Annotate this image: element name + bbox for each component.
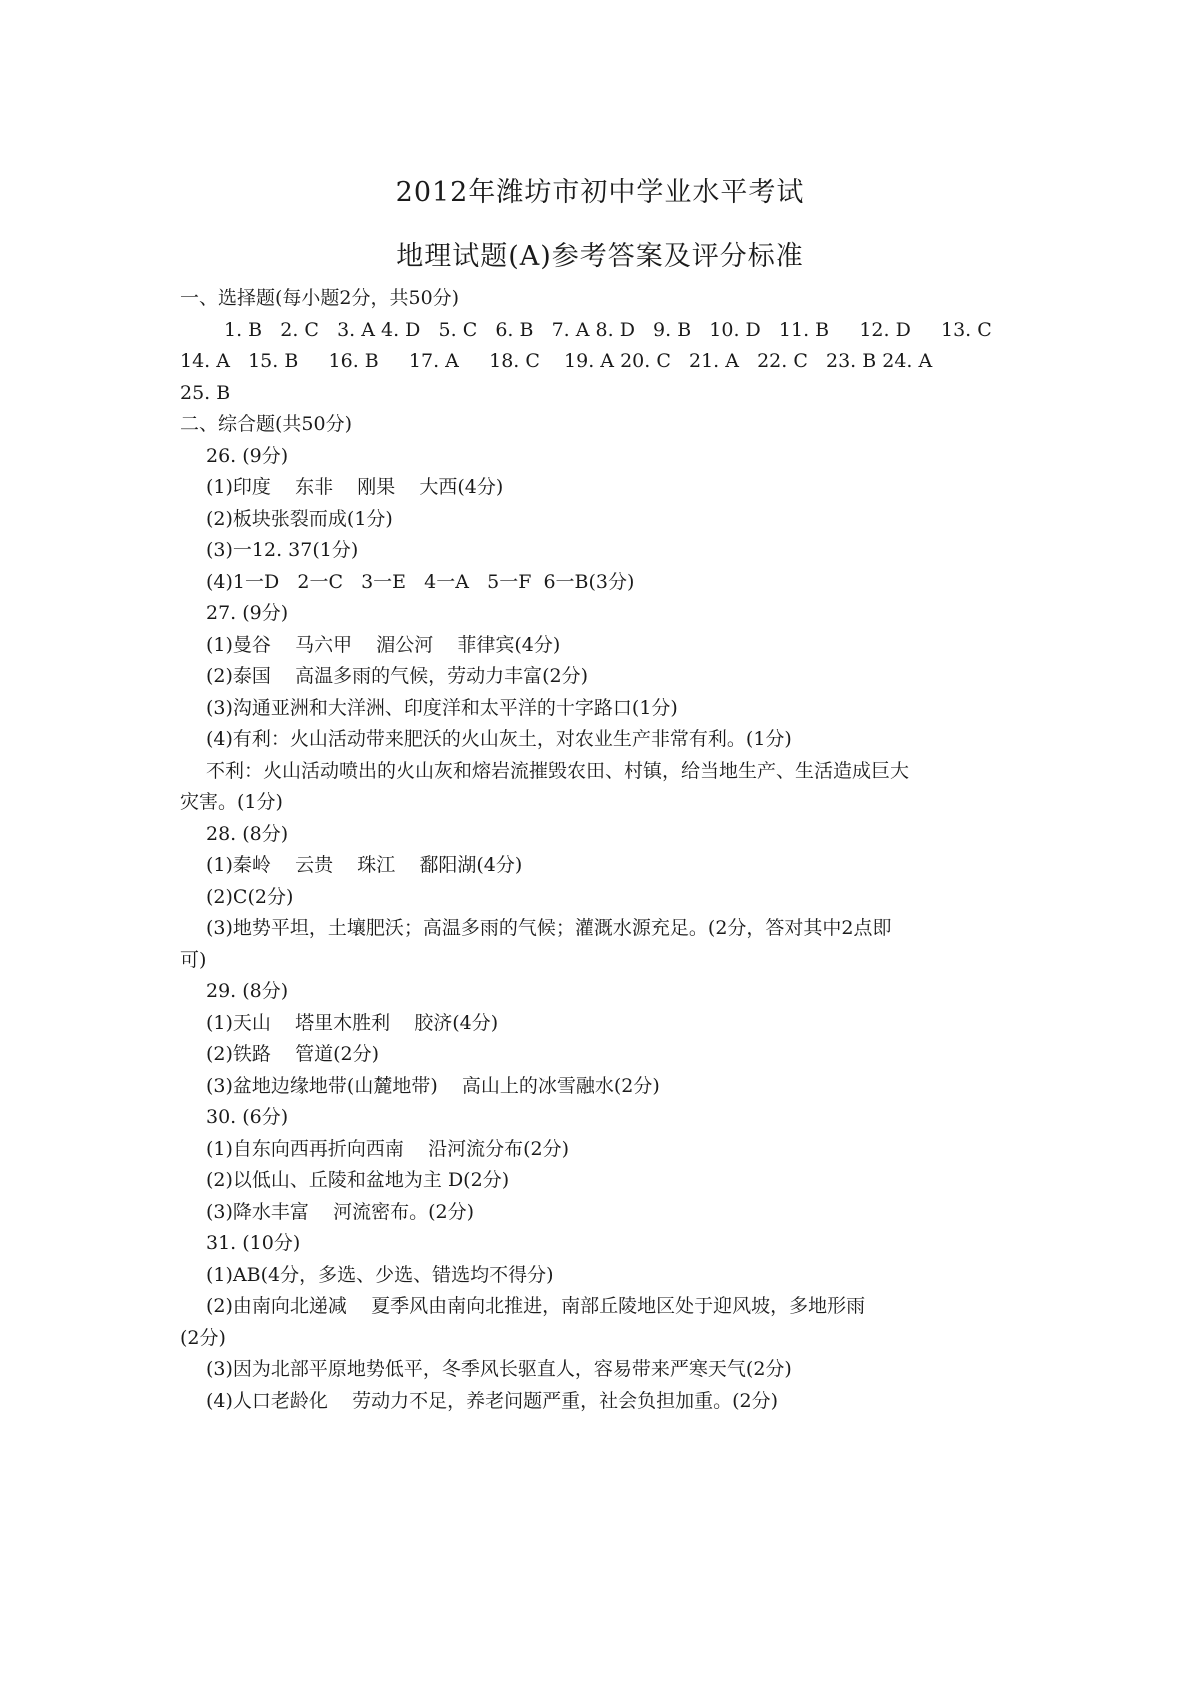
- answer-line: (2)由南向北递减 夏季风由南向北推进，南部丘陵地区处于迎风坡，多地形雨: [206, 1295, 866, 1317]
- section-heading-comprehensive: 二、综合题(共50分): [180, 413, 353, 435]
- question-header: 31. (10分): [206, 1232, 301, 1254]
- answer-line-continued: (2分): [180, 1326, 226, 1349]
- answer-line: (2)以低山、丘陵和盆地为主 D(2分): [206, 1169, 510, 1191]
- answer-line-continued: 灾害。(1分): [180, 791, 283, 813]
- answer-line: (3)因为北部平原地势低平，冬季风长驱直人，容易带来严寒天气(2分): [206, 1358, 792, 1380]
- answer-line: (3)盆地边缘地带(山麓地带) 高山上的冰雪融水(2分): [206, 1074, 660, 1097]
- question-header: 27. (9分): [206, 602, 289, 624]
- answer-line: (2)板块张裂而成(1分): [206, 507, 393, 530]
- answer-line: (1)印度 东非 刚果 大西(4分): [206, 476, 504, 498]
- choice-answers-line: 1. B 2. C 3. A 4. D 5. C 6. B 7. A 8. D 9. B 10. D 11. B 12. D 13. C: [224, 318, 992, 341]
- choice-answers-line: 14. A 15. B 16. B 17. A 18. C 19. A 20. C 21. A 22. C 23. B 24. A: [180, 350, 933, 372]
- answer-line: (1)曼谷 马六甲 湄公河 菲律宾(4分): [206, 633, 561, 656]
- answer-line: (2)铁路 管道(2分): [206, 1043, 379, 1065]
- answer-line: (3)降水丰富 河流密布。(2分): [206, 1200, 474, 1223]
- answer-body: [180, 283, 1040, 1417]
- question-header: 30. (6分): [206, 1106, 289, 1128]
- answer-line: 不利：火山活动喷出的火山灰和熔岩流摧毁农田、村镇，给当地生产、生活造成巨大: [206, 759, 910, 782]
- answer-line: (4)有利：火山活动带来肥沃的火山灰土，对农业生产非常有利。(1分): [206, 728, 792, 750]
- answer-line: (1)天山 塔里木胜利 胶济(4分): [206, 1011, 499, 1034]
- answer-line: (1)秦岭 云贵 珠江 鄱阳湖(4分): [206, 854, 523, 876]
- choice-answers-line: 25. B: [180, 381, 231, 404]
- question-header: 28. (8分): [206, 822, 289, 845]
- answer-line: (3)沟通亚洲和大洋洲、印度洋和太平洋的十字路口(1分): [206, 696, 678, 719]
- answer-line: (4)1一D 2一C 3一E 4一A 5一F 6一B(3分): [206, 570, 635, 593]
- question-header: 29. (8分): [206, 980, 289, 1002]
- answer-line: (1)AB(4分，多选、少选、错选均不得分): [206, 1263, 554, 1286]
- answer-line: (2)C(2分): [206, 885, 294, 908]
- answer-line-continued: 可): [180, 948, 207, 971]
- question-header: 26. (9分): [206, 444, 289, 467]
- answer-line: (3)一12. 37(1分): [206, 539, 359, 561]
- exam-subtitle: 地理试题(A)参考答案及评分标准: [396, 241, 804, 272]
- answer-line: (1)自东向西再折向西南 沿河流分布(2分): [206, 1137, 569, 1160]
- answer-line: (4)人口老龄化 劳动力不足，养老问题严重，社会负担加重。(2分): [206, 1389, 778, 1412]
- answer-line: (2)泰国 高温多雨的气候，劳动力丰富(2分): [206, 665, 588, 687]
- answer-line: (3)地势平坦，土壤肥沃；高温多雨的气候；灌溉水源充足。(2分，答对其中2点即: [206, 917, 892, 939]
- section-heading-choice: 一、选择题(每小题2分，共50分): [180, 287, 460, 309]
- exam-title: 2012年潍坊市初中学业水平考试: [395, 177, 805, 208]
